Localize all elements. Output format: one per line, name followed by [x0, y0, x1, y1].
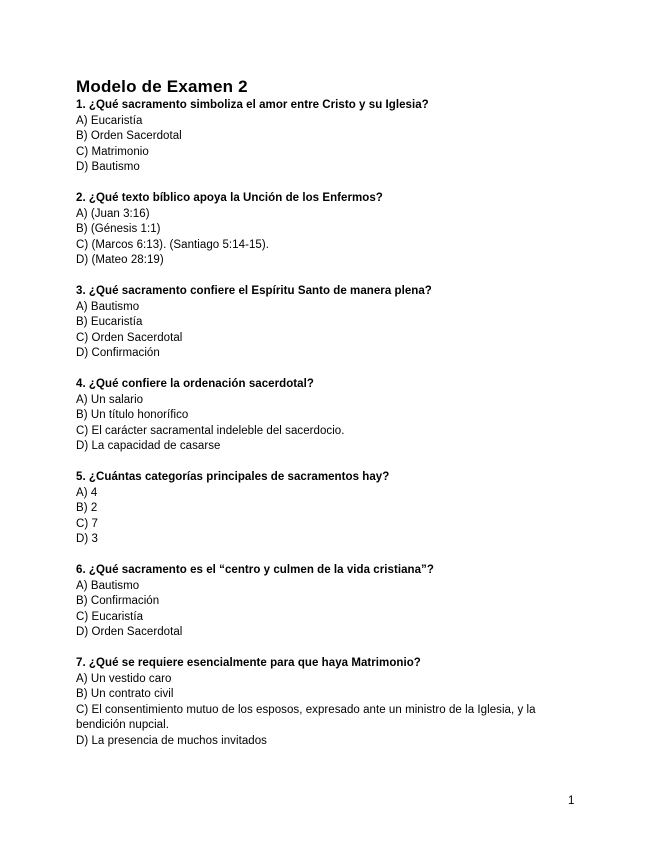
option-c: C) El consentimiento mutuo de los esposos, expresado ante un ministro de la Iglesia, y la bendición nupcial.	[76, 703, 536, 731]
option-c: C) Eucaristía	[76, 610, 144, 623]
question-3	[76, 284, 576, 362]
option-d: D) (Mateo 28:19)	[76, 254, 164, 266]
question-text: 7. ¿Qué se requiere esencialmente para que haya Matrimonio?	[76, 657, 421, 669]
question-text: 6. ¿Qué sacramento es el “centro y culmen de la vida cristiana”?	[76, 564, 434, 576]
question-7	[76, 656, 576, 749]
option-a: A) Eucaristía	[76, 114, 143, 127]
option-a: A) Bautismo	[76, 579, 140, 592]
question-text: 4. ¿Qué confiere la ordenación sacerdotal?	[76, 378, 314, 390]
question-text: 3. ¿Qué sacramento confiere el Espíritu Santo de manera plena?	[76, 285, 432, 297]
option-d: D) Orden Sacerdotal	[76, 626, 183, 638]
option-b: B) (Génesis 1:1)	[76, 223, 161, 235]
option-b: B) Un contrato civil	[76, 688, 174, 700]
option-a: A) Bautismo	[76, 300, 140, 313]
option-c: C) Matrimonio	[76, 145, 149, 158]
question-text: 1. ¿Qué sacramento simboliza el amor entre Cristo y su Iglesia?	[76, 99, 429, 111]
option-b: B) 2	[76, 502, 98, 514]
option-c: C) (Marcos 6:13). (Santiago 5:14-15).	[76, 238, 269, 251]
option-d: D) Bautismo	[76, 161, 140, 173]
option-b: B) Un título honorífico	[76, 409, 189, 421]
page-number: 1	[568, 795, 575, 807]
page-title: Modelo de Examen 2	[76, 77, 248, 96]
option-c: C) El carácter sacramental indeleble del sacerdocio.	[76, 424, 345, 437]
question-4	[76, 377, 576, 455]
question-6	[76, 563, 576, 641]
question-1	[76, 98, 576, 176]
question-5	[76, 470, 576, 548]
option-a: A) Un salario	[76, 393, 144, 406]
option-a: A) Un vestido caro	[76, 672, 172, 685]
option-b: B) Orden Sacerdotal	[76, 130, 182, 142]
question-2	[76, 191, 576, 269]
option-d: D) 3	[76, 533, 98, 545]
option-d: D) Confirmación	[76, 347, 160, 359]
option-d: D) La capacidad de casarse	[76, 440, 221, 452]
option-c: C) Orden Sacerdotal	[76, 331, 183, 344]
option-b: B) Eucaristía	[76, 316, 143, 328]
question-text: 2. ¿Qué texto bíblico apoya la Unción de los Enfermos?	[76, 192, 383, 204]
option-d: D) La presencia de muchos invitados	[76, 734, 267, 747]
question-text: 5. ¿Cuántas categorías principales de sacramentos hay?	[76, 471, 390, 483]
option-a: A) (Juan 3:16)	[76, 207, 150, 220]
option-b: B) Confirmación	[76, 595, 160, 607]
exam-page	[76, 76, 576, 749]
option-a: A) 4	[76, 486, 98, 499]
option-c: C) 7	[76, 517, 98, 530]
